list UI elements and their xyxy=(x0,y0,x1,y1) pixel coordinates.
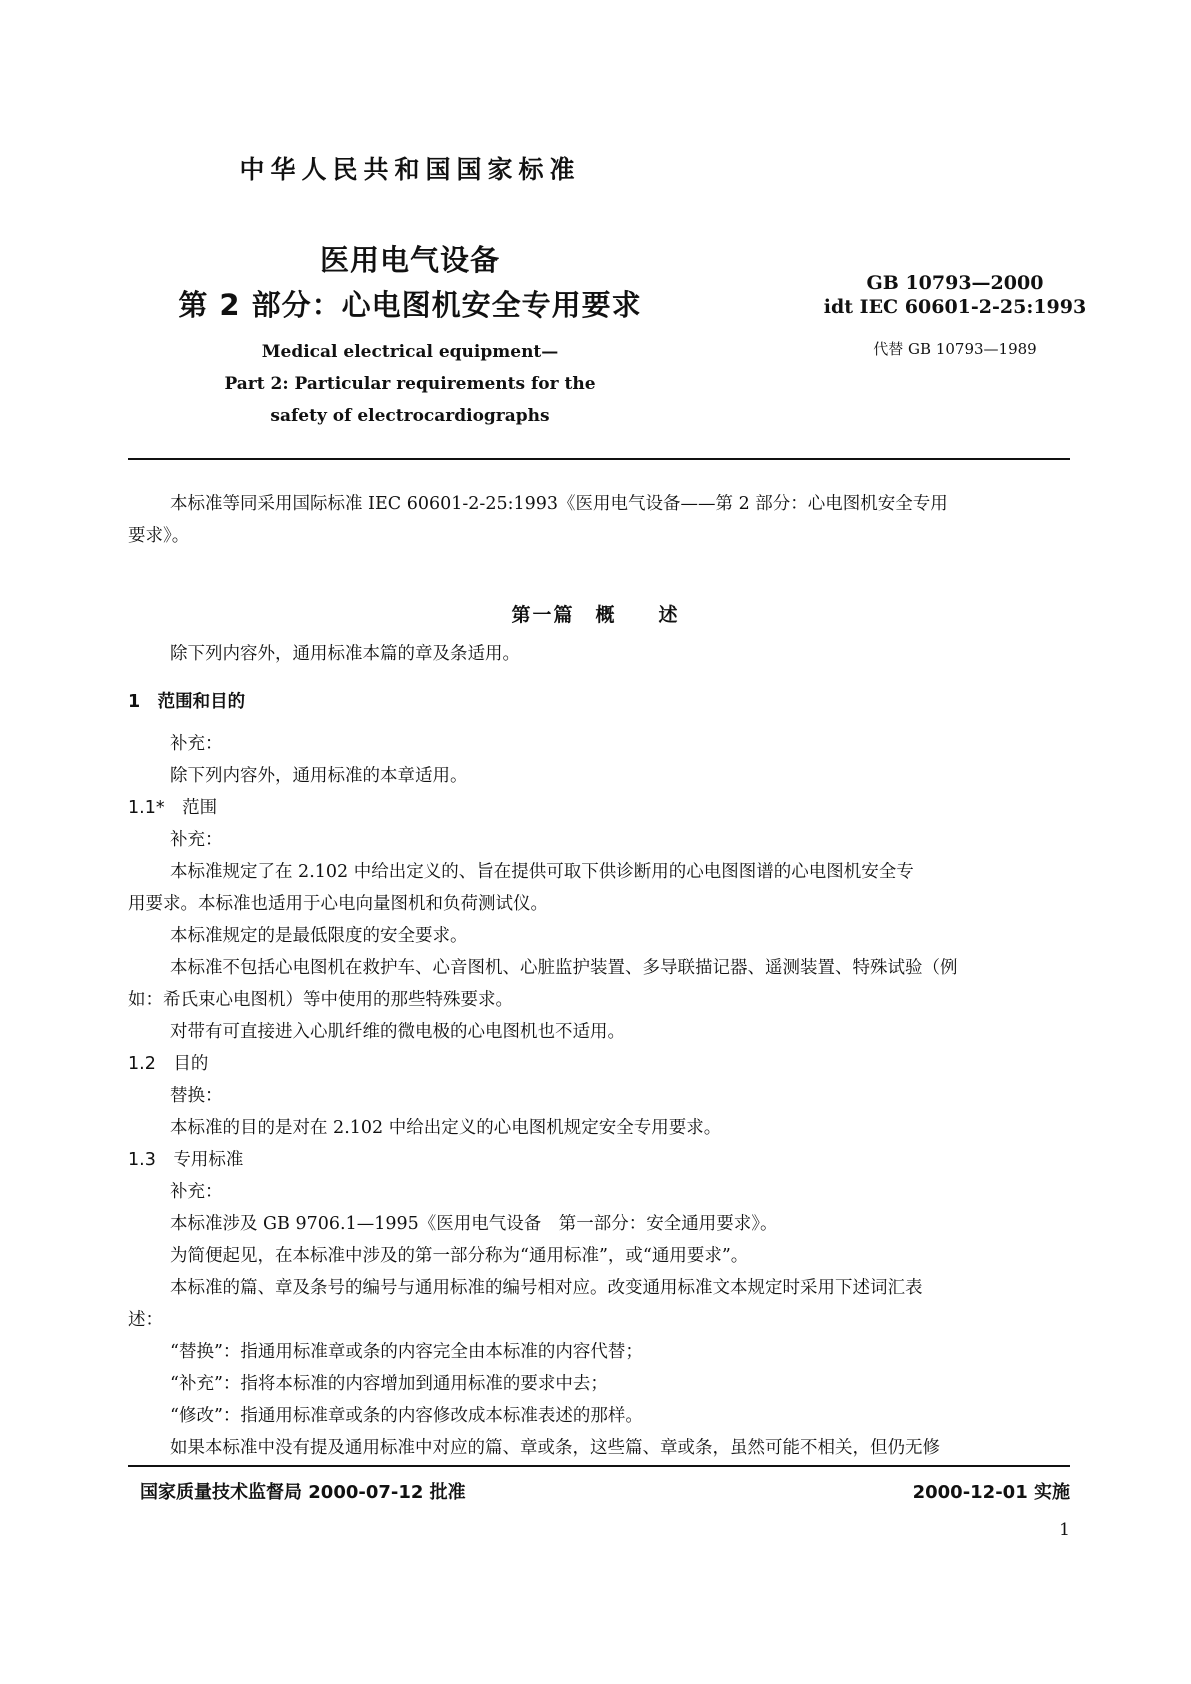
clause-1-3-line: “修改”：指通用标准章或条的内容修改成本标准表述的那样。 xyxy=(170,1406,643,1426)
intro-line1: 本标准等同采用国际标准 IEC 60601-2-25:1993《医用电气设备——第 2 部分：心电图机安全专用 xyxy=(170,494,948,514)
clause-1-3-line: 述： xyxy=(128,1310,163,1330)
section-intro: 除下列内容外，通用标准本篇的章及条适用。 xyxy=(170,644,520,664)
intro-line2: 要求》。 xyxy=(128,526,190,546)
clause-1-3-line: 为简便起见，在本标准中涉及的第一部分称为“通用标准”，或“通用要求”。 xyxy=(170,1246,749,1266)
clause-1-2-heading: 1.2 目的 xyxy=(128,1054,209,1074)
approval-line: 国家质量技术监督局 2000-07-12 批准 xyxy=(140,1482,466,1503)
clause-1-2-line: 本标准的目的是对在 2.102 中给出定义的心电图机规定安全专用要求。 xyxy=(170,1118,722,1138)
effective-date: 2000-12-01 实施 xyxy=(912,1482,1070,1503)
identical-standard: idt IEC 60601-2-25:1993 xyxy=(823,296,1087,318)
clause-1-1-line: 补充： xyxy=(170,830,223,850)
clause-1-1-line: 本标准规定了在 2.102 中给出定义的、旨在提供可取下供诊断用的心电图图谱的心电图机安全专 xyxy=(170,862,914,882)
clause-1-3-line: 本标准涉及 GB 9706.1—1995《医用电气设备 第一部分：安全通用要求》。 xyxy=(170,1214,778,1234)
document-title-line1: 医用电气设备 xyxy=(319,243,500,277)
clause-1-1-line: 如：希氏束心电图机）等中使用的那些特殊要求。 xyxy=(128,990,513,1010)
clause-1-heading: 1 范围和目的 xyxy=(128,692,246,712)
document-title-line2: 第 2 部分：心电图机安全专用要求 xyxy=(178,288,642,322)
clause-1-1-line: 本标准不包括心电图机在救护车、心音图机、心脏监护装置、多导联描记器、遥测装置、特殊试验（例 xyxy=(170,958,958,978)
clause-1-2-line: 替换： xyxy=(170,1086,223,1106)
clause-1-1-heading: 1.1* 范围 xyxy=(128,798,218,818)
section-title: 第一篇 概 述 xyxy=(511,604,680,626)
clause-1-3-line: “补充”：指将本标准的内容增加到通用标准的要求中去； xyxy=(170,1374,608,1394)
clause-1-line: 除下列内容外，通用标准的本章适用。 xyxy=(170,766,468,786)
national-standard-heading: 中华人民共和国国家标准 xyxy=(239,155,581,184)
clause-1-3-heading: 1.3 专用标准 xyxy=(128,1150,244,1170)
clause-1-1-line: 本标准规定的是最低限度的安全要求。 xyxy=(170,926,468,946)
footer-divider xyxy=(128,1465,1070,1467)
clause-1-3-line: “替换”：指通用标准章或条的内容完全由本标准的内容代替； xyxy=(170,1342,643,1362)
page-number: 1 xyxy=(1059,1520,1070,1540)
clause-1-3-line: 如果本标准中没有提及通用标准中对应的篇、章或条，这些篇、章或条，虽然可能不相关，但仍无修 xyxy=(170,1438,940,1458)
english-title-line2: Part 2: Particular requirements for the xyxy=(224,374,596,394)
header-divider xyxy=(128,458,1070,460)
english-title-line1: Medical electrical equipment— xyxy=(261,342,559,362)
clause-1-3-line: 本标准的篇、章及条号的编号与通用标准的编号相对应。改变通用标准文本规定时采用下述词汇表 xyxy=(170,1278,923,1298)
standard-number: GB 10793—2000 xyxy=(866,272,1044,294)
clause-1-3-line: 补充： xyxy=(170,1182,223,1202)
replaces-standard: 代替 GB 10793—1989 xyxy=(873,340,1037,358)
english-title-line3: safety of electrocardiographs xyxy=(270,406,550,426)
clause-1-line: 补充： xyxy=(170,734,223,754)
clause-1-1-line: 用要求。本标准也适用于心电向量图机和负荷测试仪。 xyxy=(128,894,548,914)
clause-1-1-line: 对带有可直接进入心肌纤维的微电极的心电图机也不适用。 xyxy=(170,1022,625,1042)
